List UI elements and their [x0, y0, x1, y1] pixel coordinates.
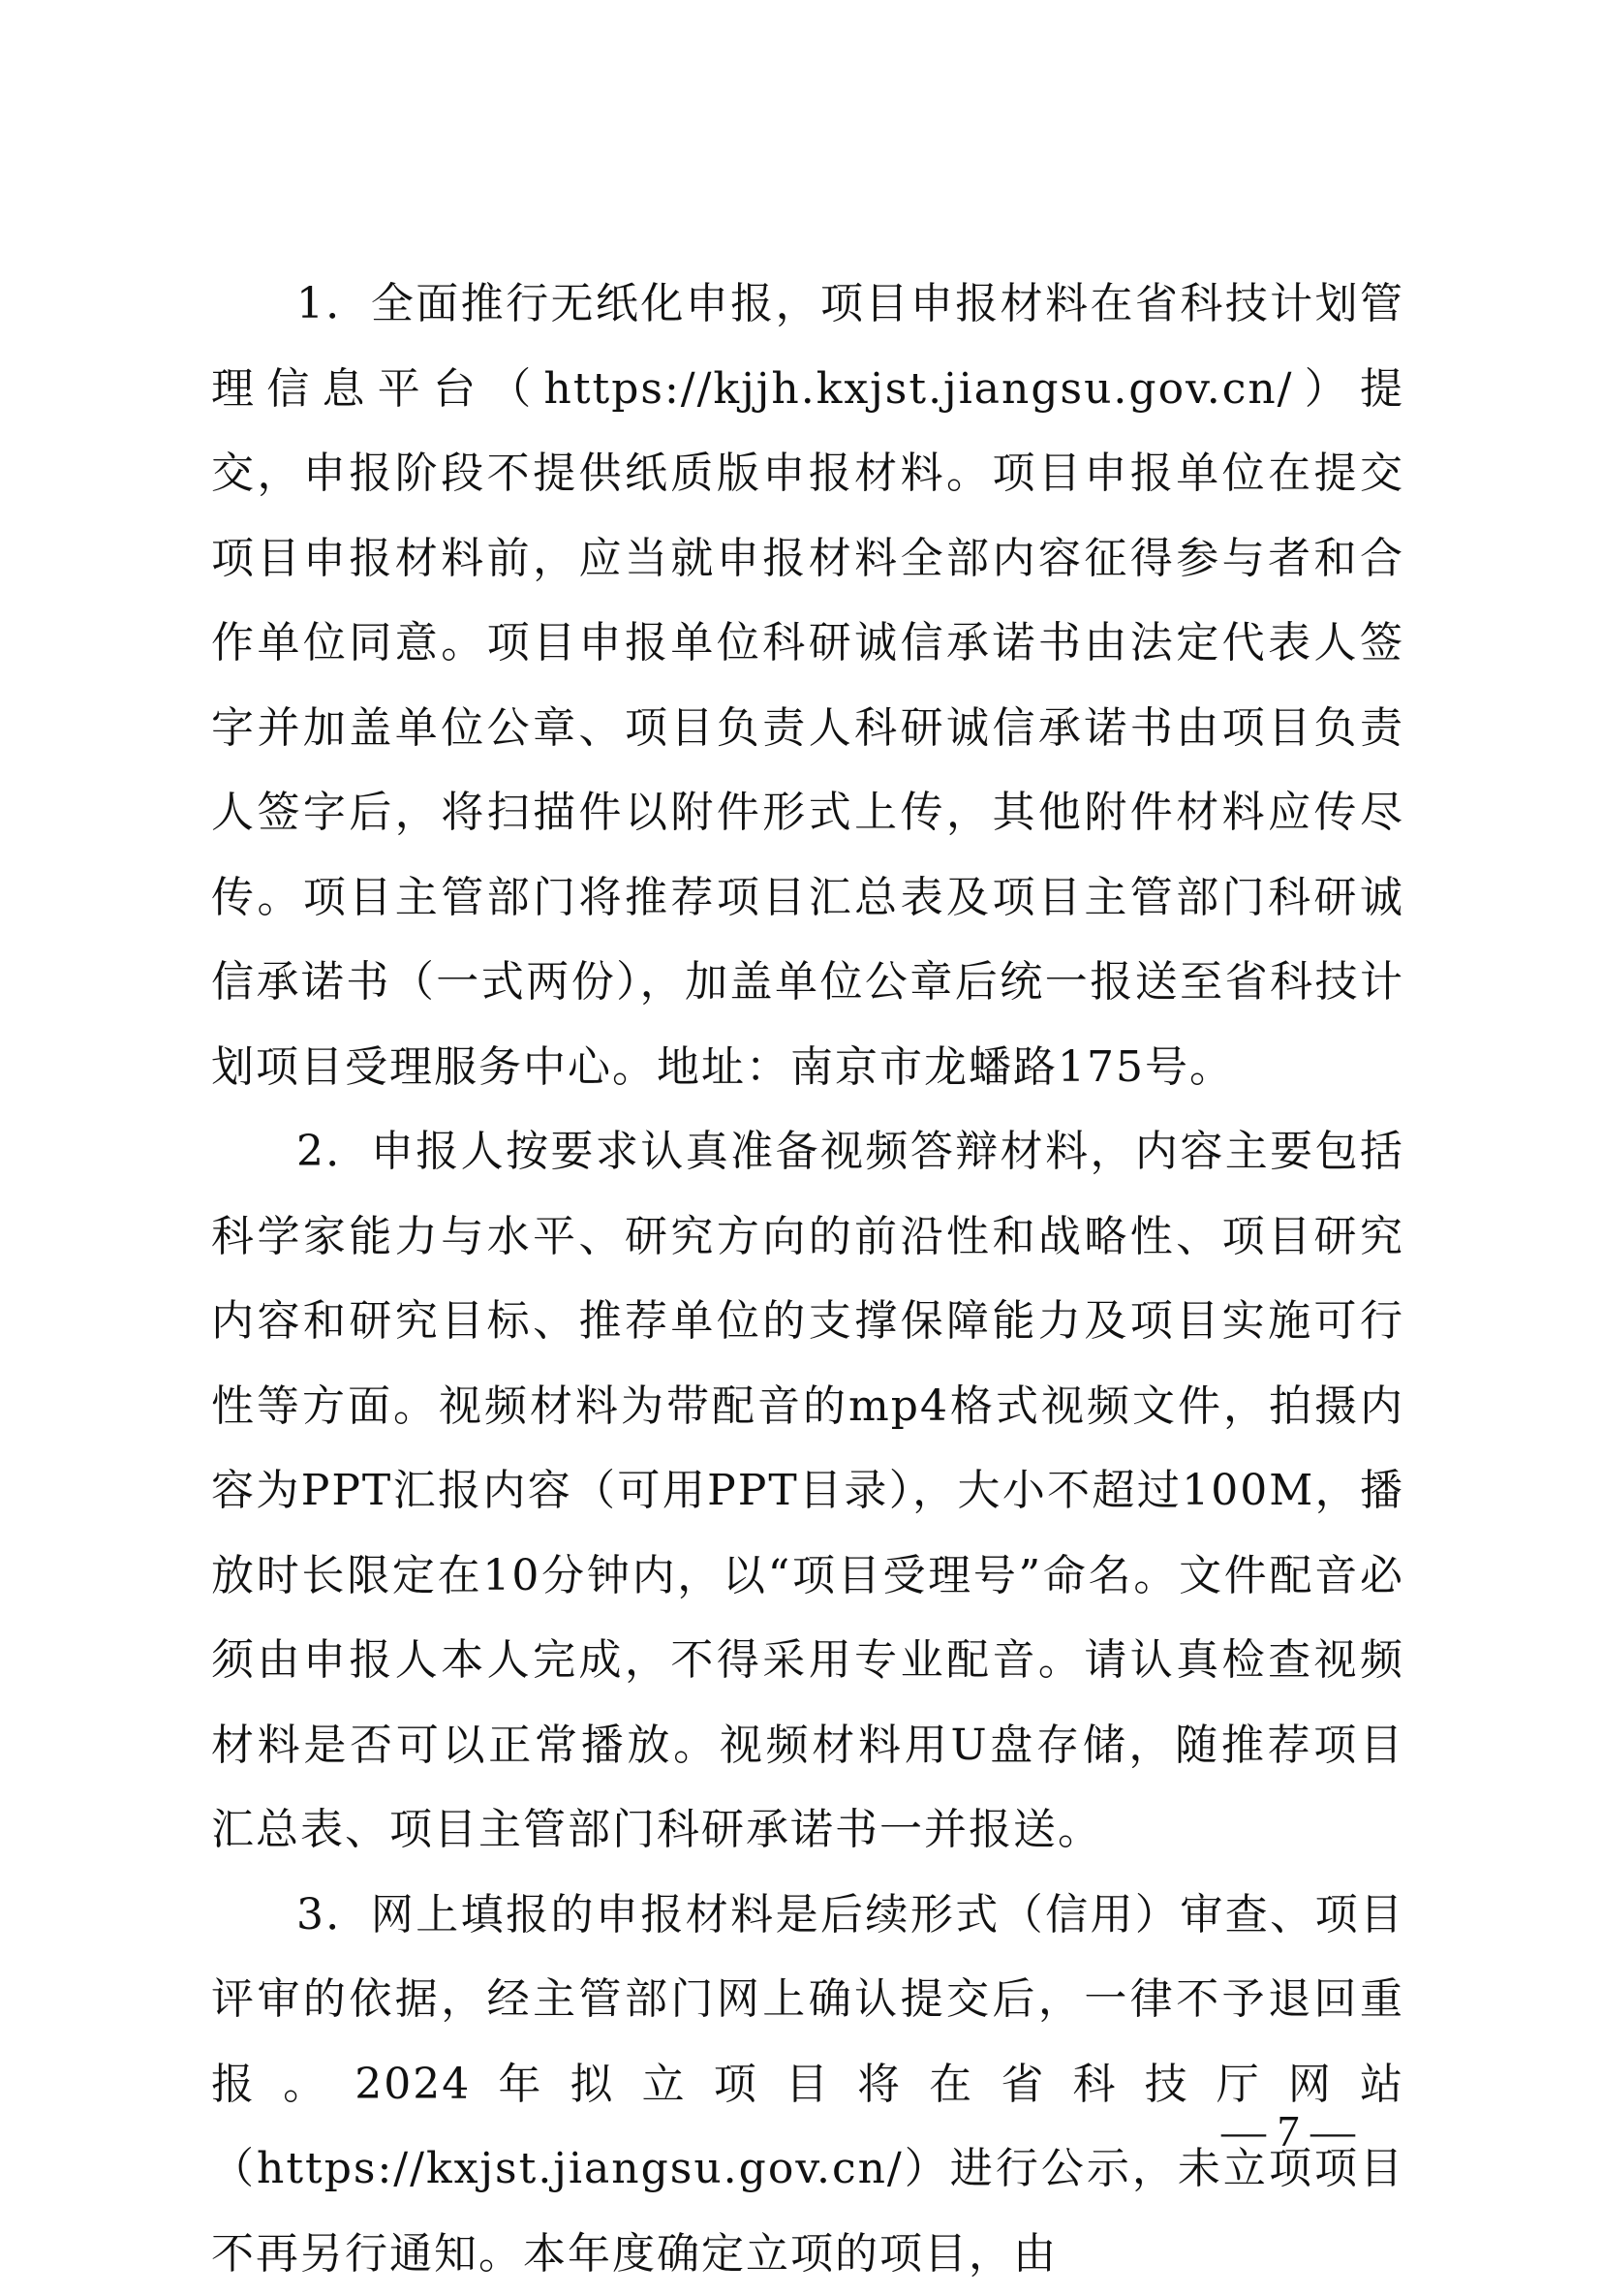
body-text	[211, 262, 1404, 2296]
paragraph-3: 3．网上填报的申报材料是后续形式（信用）审查、项目评审的依据，经主管部门网上确认提交后，一律不予退回重报。2024年拟立项目将在省科技厅网站（https://kxjst.jiangsu.gov.cn/）进行公示，未立项项目不再另行通知。本年度确定立项的项目，由	[211, 1873, 1404, 2296]
paragraph-2: 2．申报人按要求认真准备视频答辩材料，内容主要包括科学家能力与水平、研究方向的前沿性和战略性、项目研究内容和研究目标、推荐单位的支撑保障能力及项目实施可行性等方面。视频材料为带配音的mp4格式视频文件，拍摄内容为PPT汇报内容（可用PPT目录），大小不超过100M，播放时长限定在10分钟内，以“项目受理号”命名。文件配音必须由申报人本人完成，不得采用专业配音。请认真检查视频材料是否可以正常播放。视频材料用U盘存储，随推荐项目汇总表、项目主管部门科研承诺书一并报送。	[211, 1109, 1404, 1873]
paragraph-1: 1．全面推行无纸化申报，项目申报材料在省科技计划管理信息平台（https://kjjh.kxjst.jiangsu.gov.cn/）提交，申报阶段不提供纸质版申报材料。项目申报单位在提交项目申报材料前，应当就申报材料全部内容征得参与者和合作单位同意。项目申报单位科研诚信承诺书由法定代表人签字并加盖单位公章、项目负责人科研诚信承诺书由项目负责人签字后，将扫描件以附件形式上传，其他附件材料应传尽传。项目主管部门将推荐项目汇总表及项目主管部门科研诚信承诺书（一式两份），加盖单位公章后统一报送至省科技计划项目受理服务中心。地址：南京市龙蟠路175号。	[211, 262, 1404, 1109]
page-number: — 7 —	[1201, 2102, 1375, 2160]
